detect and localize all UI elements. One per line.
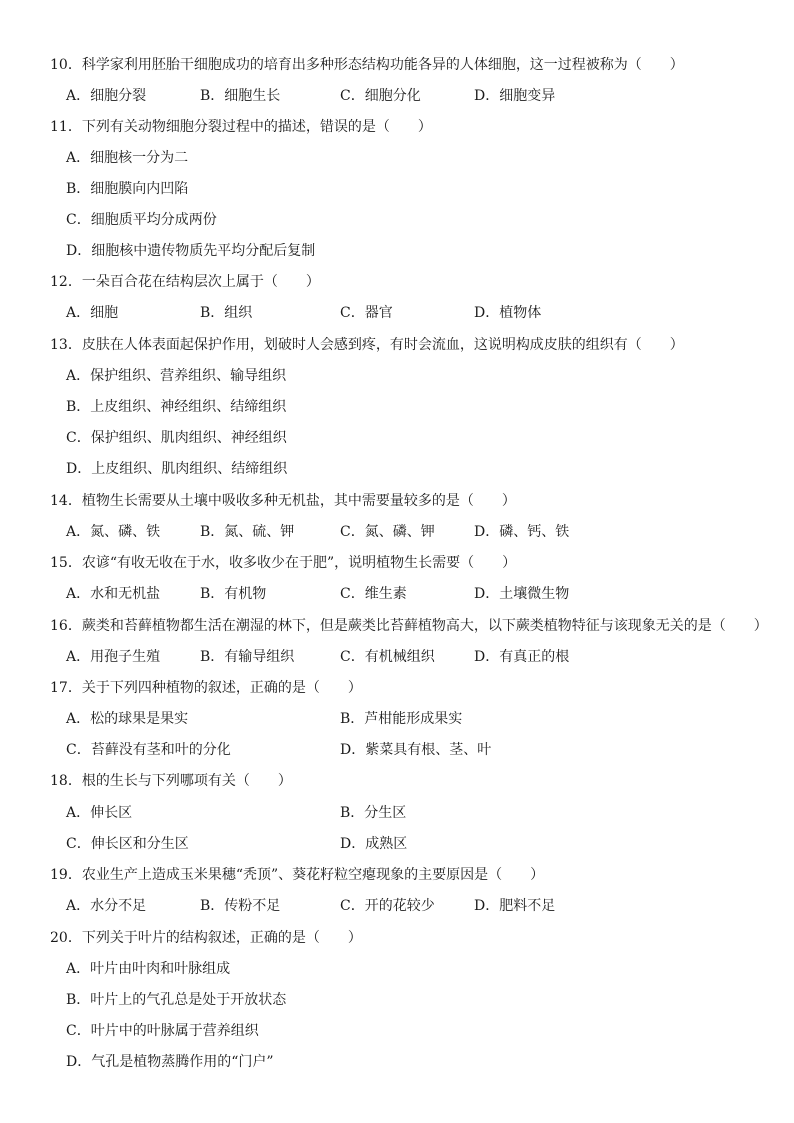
question-20-stem: 20．下列关于叶片的结构叙述，正确的是（ ） [50, 930, 362, 946]
q10-option-c[interactable]: C．细胞分化 [340, 88, 421, 104]
question-18-options-row2 [0, 834, 794, 854]
q11-option-c[interactable]: C．细胞质平均分成两份 [66, 212, 217, 228]
q14-option-d[interactable]: D．磷、钙、铁 [474, 524, 570, 540]
q12-option-c[interactable]: C．器官 [340, 305, 393, 321]
q16-option-c[interactable]: C．有机械组织 [340, 649, 435, 665]
question-18-options-row1 [0, 803, 794, 823]
q14-option-b[interactable]: B．氮、硫、钾 [200, 524, 295, 540]
q14-option-a[interactable]: A．氮、磷、铁 [66, 524, 161, 540]
q18-option-c[interactable]: C．伸长区和分生区 [66, 836, 189, 852]
q15-option-c[interactable]: C．维生素 [340, 586, 407, 602]
q11-option-b[interactable]: B．细胞膜向内凹陷 [66, 181, 189, 197]
q15-option-b[interactable]: B．有机物 [200, 586, 267, 602]
q13-option-d[interactable]: D．上皮组织、肌肉组织、结缔组织 [66, 461, 288, 477]
question-16-options [0, 647, 794, 667]
question-15-options [0, 584, 794, 604]
q18-option-a[interactable]: A．伸长区 [66, 805, 133, 821]
q11-option-a[interactable]: A．细胞核一分为二 [66, 150, 189, 166]
q12-option-a[interactable]: A．细胞 [66, 305, 119, 321]
q13-option-c[interactable]: C．保护组织、肌肉组织、神经组织 [66, 430, 287, 446]
question-18-stem: 18．根的生长与下列哪项有关（ ） [50, 773, 292, 789]
q19-option-c[interactable]: C．开的花较少 [340, 898, 435, 914]
question-15-stem: 15．农谚“有收无收在于水，收多收少在于肥”，说明植物生长需要（ ） [50, 555, 517, 571]
question-19-options [0, 896, 794, 916]
q18-option-d[interactable]: D．成熟区 [340, 836, 408, 852]
q13-option-b[interactable]: B．上皮组织、神经组织、结缔组织 [66, 399, 287, 415]
question-14-options [0, 522, 794, 542]
q19-option-b[interactable]: B．传粉不足 [200, 898, 281, 914]
q19-option-a[interactable]: A．水分不足 [66, 898, 147, 914]
q19-option-d[interactable]: D．肥料不足 [474, 898, 556, 914]
q16-option-b[interactable]: B．有输导组织 [200, 649, 295, 665]
q15-option-a[interactable]: A．水和无机盐 [66, 586, 161, 602]
q12-option-b[interactable]: B．组织 [200, 305, 253, 321]
question-17-stem: 17．关于下列四种植物的叙述，正确的是（ ） [50, 680, 362, 696]
q10-option-d[interactable]: D．细胞变异 [474, 88, 556, 104]
question-19-stem: 19．农业生产上造成玉米果穗“秃顶”、葵花籽粒空瘪现象的主要原因是（ ） [50, 867, 545, 883]
q20-option-a[interactable]: A．叶片由叶肉和叶脉组成 [66, 961, 231, 977]
q17-option-a[interactable]: A．松的球果是果实 [66, 711, 189, 727]
question-10-options [0, 86, 794, 106]
question-13-stem: 13．皮肤在人体表面起保护作用，划破时人会感到疼，有时会流血，这说明构成皮肤的组织有（ ） [50, 337, 684, 353]
q10-option-b[interactable]: B．细胞生长 [200, 88, 281, 104]
question-10-stem: 10．科学家利用胚胎干细胞成功的培育出多种形态结构功能各异的人体细胞，这一过程被称为（ ） [50, 57, 684, 73]
q15-option-d[interactable]: D．土壤微生物 [474, 586, 570, 602]
q13-option-a[interactable]: A．保护组织、营养组织、输导组织 [66, 368, 287, 384]
q14-option-c[interactable]: C．氮、磷、钾 [340, 524, 435, 540]
question-17-options-row1 [0, 709, 794, 729]
q12-option-d[interactable]: D．植物体 [474, 305, 542, 321]
q10-option-a[interactable]: A．细胞分裂 [66, 88, 147, 104]
q16-option-d[interactable]: D．有真正的根 [474, 649, 570, 665]
q16-option-a[interactable]: A．用孢子生殖 [66, 649, 161, 665]
question-17-options-row2 [0, 740, 794, 760]
q20-option-c[interactable]: C．叶片中的叶脉属于营养组织 [66, 1023, 259, 1039]
question-12-options [0, 303, 794, 323]
q20-option-d[interactable]: D．气孔是植物蒸腾作用的“门户” [66, 1054, 274, 1070]
q11-option-d[interactable]: D．细胞核中遗传物质先平均分配后复制 [66, 243, 316, 259]
question-11-stem: 11．下列有关动物细胞分裂过程中的描述，错误的是（ ） [50, 119, 432, 135]
q17-option-d[interactable]: D．紫菜具有根、茎、叶 [340, 742, 492, 758]
question-12-stem: 12．一朵百合花在结构层次上属于（ ） [50, 274, 320, 290]
q17-option-c[interactable]: C．苔藓没有茎和叶的分化 [66, 742, 231, 758]
question-14-stem: 14．植物生长需要从土壤中吸收多种无机盐，其中需要量较多的是（ ） [50, 493, 516, 509]
q18-option-b[interactable]: B．分生区 [340, 805, 407, 821]
question-16-stem: 16．蕨类和苔藓植物都生活在潮湿的林下，但是蕨类比苔藓植物高大，以下蕨类植物特征与该现象无关的是（ ） [50, 618, 768, 634]
q20-option-b[interactable]: B．叶片上的气孔总是处于开放状态 [66, 992, 287, 1008]
q17-option-b[interactable]: B．芦柑能形成果实 [340, 711, 463, 727]
